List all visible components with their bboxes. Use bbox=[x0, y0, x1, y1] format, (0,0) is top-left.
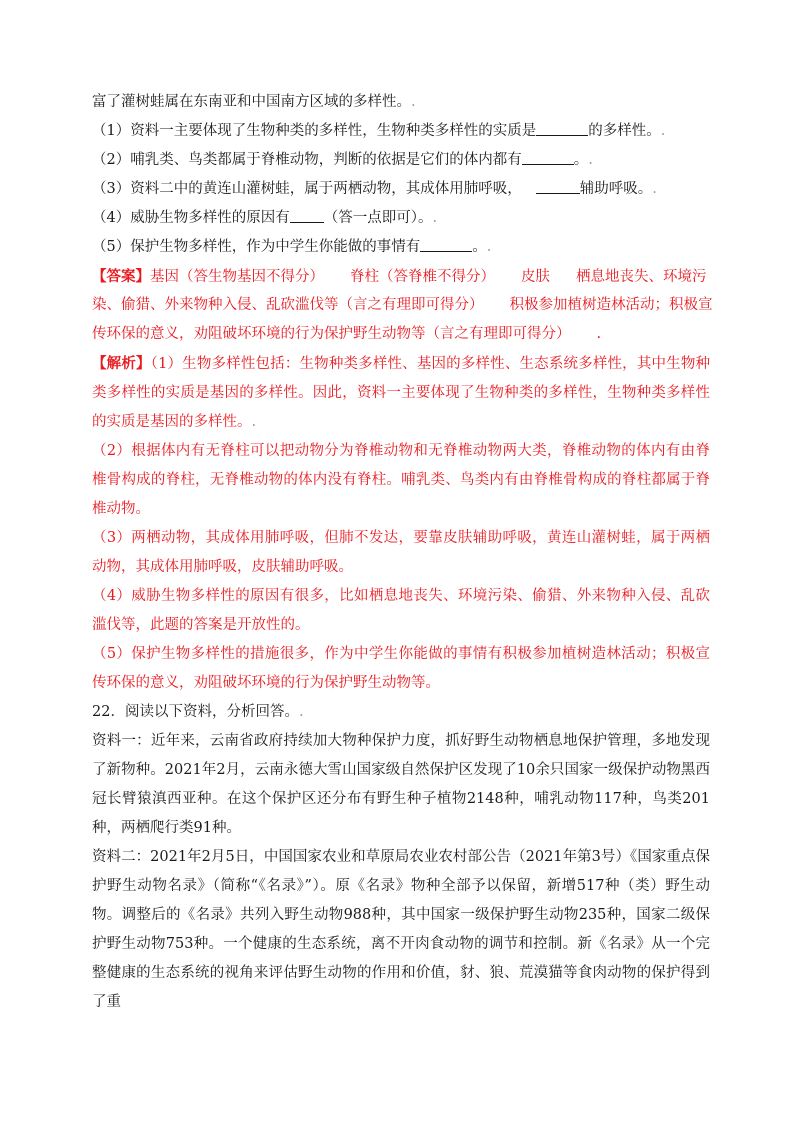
question-1: （1）资料一主要体现了生物种类的多样性，生物种类多样性的实质是 的多样性。. bbox=[92, 123, 666, 139]
question-2: （2）哺乳类、鸟类都属于脊椎动物，判断的依据是它们的体内都有 。. bbox=[92, 152, 593, 168]
question-3: （3）资料二中的黄连山灌树蛙，属于两栖动物，其成体用肺呼吸， 辅助呼吸。. bbox=[92, 181, 657, 197]
material-2: 资料二：2021年2月5日，中国国家农业和草原局农业农村部公告（2021年第3号）《国家重点保护野生动物名录》（简称“《名录》”）。原《名录》物种全部予以保留，新增517种（类）野生动物。调整后的《名录》共列入野生动物988种，其中国家一级保护野生动物235种，国家二级保护野生动物753种。一个健康的生态系统，离不开肉食动物的调节和控制。新《名录》从一个完整健康的生态系统的视角来评估野生动物的作用和价值，豺、狼、荒漠猫等食肉动物的保护得到了重 bbox=[92, 849, 710, 1010]
material-1: 资料一：近年来，云南省政府持续加大物种保护力度，抓好野生动物栖息地保护管理，多地发现了新物种。2021年2月，云南永德大雪山国家级自然保护区发现了10余只国家一级保护动物黑西冠长臂猿滇西亚种。在这个保护区还分布有野生种子植物2148种，哺乳动物117种，鸟类201种，两栖爬行类91种。 bbox=[92, 733, 710, 836]
answer-blank bbox=[420, 237, 472, 252]
answer-blank bbox=[290, 208, 324, 223]
answer-line-1: 【答案】基因（答生物基因不得分） 脊柱（答脊椎不得分） 皮肤 栖息地丧失、环境污 bbox=[92, 268, 707, 285]
analysis-p2: （2）根据体内有无脊柱可以把动物分为脊椎动物和无脊椎动物两大类，脊椎动物的体内有由脊椎骨构成的脊柱，无脊椎动物的体内没有脊柱。哺乳类、鸟类内有由脊椎骨构成的脊柱都属于脊椎动物。 bbox=[92, 443, 710, 517]
document-page bbox=[92, 88, 713, 1017]
answer-line-2: 染、偷猎、外来物种入侵、乱砍滥伐等（言之有理即可得分） 积极参加植树造林活动；积极宣 bbox=[92, 297, 713, 313]
analysis-p4: （4）威胁生物多样性的原因有很多，比如栖息地丧失、环境污染、偷猎、外来物种入侵、乱砍滥伐等，此题的答案是开放性的。 bbox=[92, 588, 710, 633]
question-22-title: 22．阅读以下资料，分析回答。. bbox=[92, 704, 304, 720]
analysis-p1: 【解析】（1）生物多样性包括：生物种类多样性、基因的多样性、生态系统多样性，其中生物种类多样性的实质是基因的多样性。因此，资料一主要体现了生物种类的多样性，生物种类多样性的实质是基因的多样性。. bbox=[92, 355, 710, 430]
analysis-p5: （5）保护生物多样性的措施很多，作为中学生你能做的事情有积极参加植树造林活动；积极宣传环保的意义，劝阻破坏环境的行为保护野生动物等。 bbox=[92, 646, 710, 691]
analysis-tag: 【解析】 bbox=[92, 355, 151, 372]
answer-blank bbox=[536, 179, 580, 194]
answer-line-3: 传环保的意义，劝阻破坏环境的行为保护野生动物等（言之有理即可得分） . bbox=[92, 326, 602, 342]
answer-blank bbox=[536, 121, 588, 136]
answer-tag: 【答案】 bbox=[92, 268, 150, 285]
answer-blank bbox=[522, 150, 574, 165]
question-4: （4）威胁生物多样性的原因有 （答一点即可）。. bbox=[92, 210, 438, 226]
intro-tail: 富了灌树蛙属在东南亚和中国南方区域的多样性。. bbox=[92, 94, 416, 110]
question-5: （5）保护生物多样性，作为中学生你能做的事情有 。. bbox=[92, 239, 492, 255]
analysis-p3: （3）两栖动物，其成体用肺呼吸，但肺不发达，要靠皮肤辅助呼吸，黄连山灌树蛙，属于两栖动物，其成体用肺呼吸，皮肤辅助呼吸。 bbox=[92, 530, 710, 575]
